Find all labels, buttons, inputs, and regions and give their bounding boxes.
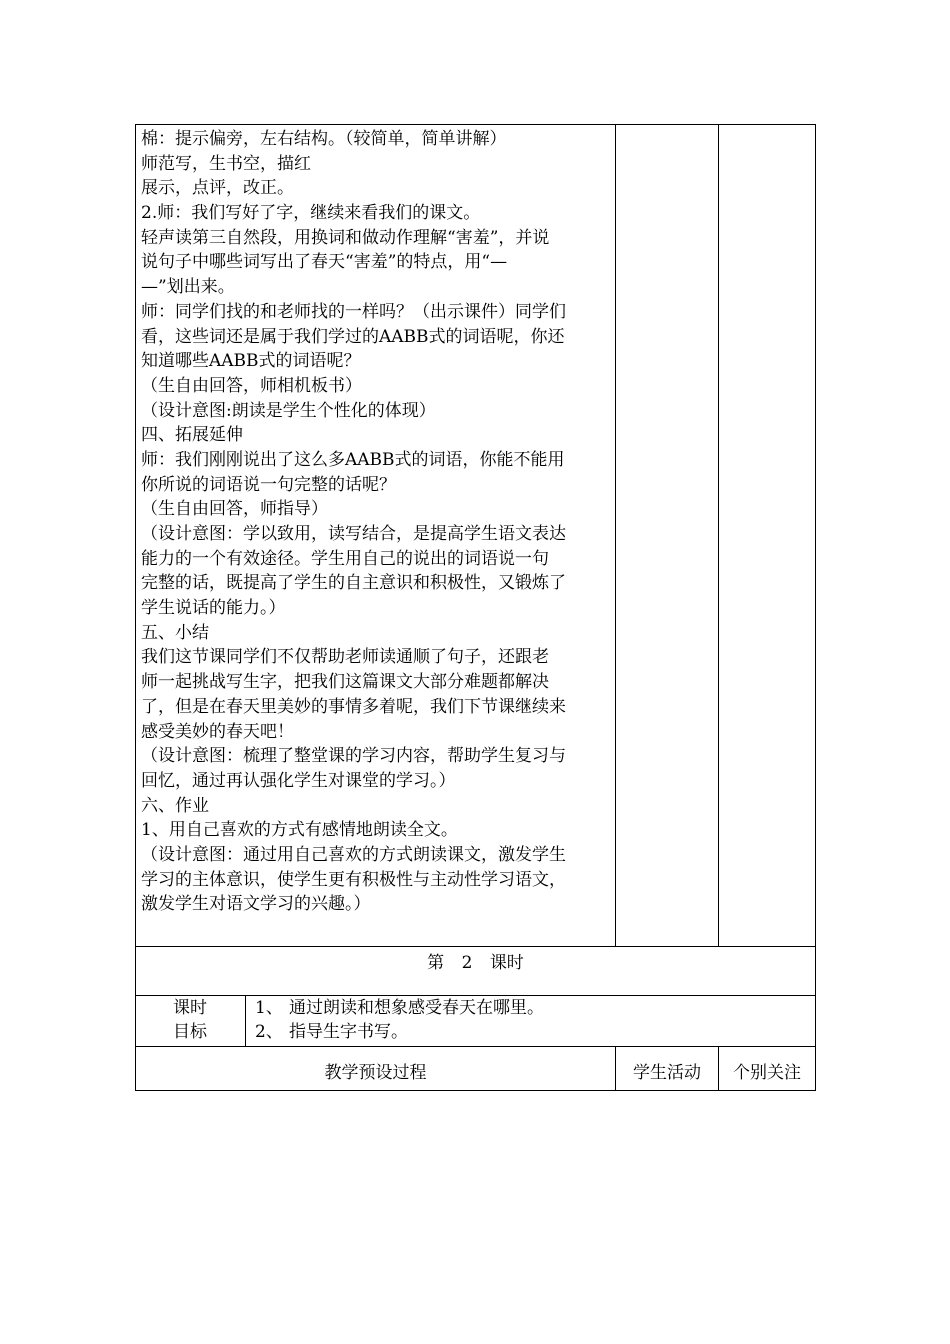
lesson-prefix: 第 bbox=[427, 953, 445, 973]
text-line: 棉：提示偏旁，左右结构。（较简单，简单讲解） bbox=[141, 129, 507, 149]
row-divider bbox=[135, 1046, 816, 1047]
goal-number: 1、 bbox=[255, 998, 283, 1018]
text-line: 师：同学们找的和老师找的一样吗？（出示课件）同学们 bbox=[141, 301, 566, 322]
goal-text: 指导生字书写。 bbox=[289, 1022, 408, 1042]
text-line: 学习的主体意识，使学生更有积极性与主动性学习语文， bbox=[141, 869, 566, 890]
text-line: 师一起挑战写生字，把我们这篇课文大部分难题都解决 bbox=[141, 672, 549, 693]
row-divider bbox=[135, 946, 816, 947]
text-line: 师：我们刚刚说出了这么多AABB式的词语，你能不能用 bbox=[141, 449, 565, 470]
text-line: （设计意图：通过用自己喜欢的方式朗读课文，激发学生 bbox=[141, 844, 566, 865]
text-line: （设计意图:朗读是学生个性化的体现） bbox=[141, 400, 436, 421]
text-line: （设计意图：学以致用，读写结合，是提高学生语文表达 bbox=[141, 524, 566, 544]
column-divider bbox=[718, 124, 719, 946]
goal-item bbox=[255, 996, 544, 1020]
text-line: 感受美妙的春天吧！ bbox=[141, 721, 294, 742]
text-line: 了，但是在春天里美妙的事情多着呢，我们下节课继续来 bbox=[141, 696, 566, 717]
lesson-number-title bbox=[135, 948, 816, 973]
goal-item bbox=[255, 1020, 544, 1044]
text-line: 我们这节课同学们不仅帮助老师读通顺了句子，还跟老 bbox=[141, 647, 549, 668]
text-line: 2.师：我们写好了字，继续来看我们的课文。 bbox=[141, 203, 481, 224]
header-individual-focus: 个别关注 bbox=[733, 1063, 801, 1083]
goal-number: 2、 bbox=[255, 1022, 283, 1042]
text-line: 知道哪些AABB式的词语呢？ bbox=[141, 351, 361, 372]
text-line: —”划出来。 bbox=[141, 277, 235, 298]
goals-label-line: 目标 bbox=[173, 1022, 207, 1042]
text-line: （设计意图：梳理了整堂课的学习内容，帮助学生复习与 bbox=[141, 746, 566, 767]
column-divider bbox=[615, 124, 616, 946]
section-heading: 四、拓展延伸 bbox=[141, 425, 243, 446]
text-line: （生自由回答，师指导） bbox=[141, 499, 328, 520]
text-line: 能力的一个有效途径。学生用自己的说出的词语说一句 bbox=[141, 548, 549, 569]
lesson-process-text bbox=[141, 127, 611, 917]
section-heading: 五、小结 bbox=[141, 622, 209, 643]
goal-text: 通过朗读和想象感受春天在哪里。 bbox=[289, 998, 544, 1018]
goals-label bbox=[136, 996, 244, 1044]
text-line: 回忆，通过再认强化学生对课堂的学习。） bbox=[141, 770, 456, 791]
goals-list bbox=[255, 996, 544, 1044]
text-line: 激发学生对语文学习的兴趣。） bbox=[141, 894, 371, 915]
text-line: 你所说的词语说一句完整的话呢？ bbox=[141, 474, 396, 495]
text-line: 看，这些词还是属于我们学过的AABB式的词语呢，你还 bbox=[141, 326, 565, 347]
lesson-number: 2 bbox=[461, 953, 473, 973]
text-line: 说句子中哪些词写出了春天“害羞”的特点，用“— bbox=[141, 252, 508, 273]
text-line: 师范写，生书空，描红 bbox=[141, 153, 311, 174]
text-line: 轻声读第三自然段，用换词和做动作理解“害羞”，并说 bbox=[141, 227, 550, 248]
lesson-suffix: 课时 bbox=[489, 953, 524, 973]
text-line: 完整的话，既提高了学生的自主意识和积极性，又锻炼了 bbox=[141, 573, 566, 594]
text-line: 1、用自己喜欢的方式有感情地朗读全文。 bbox=[141, 820, 458, 841]
text-line: （生自由回答，师相机板书） bbox=[141, 375, 362, 396]
text-line: 学生说话的能力。） bbox=[141, 598, 286, 619]
column-divider bbox=[245, 995, 246, 1046]
text-line: 展示，点评，改正。 bbox=[141, 178, 294, 199]
section-heading: 六、作业 bbox=[141, 795, 209, 816]
header-process: 教学预设过程 bbox=[324, 1063, 427, 1083]
header-student-activity: 学生活动 bbox=[633, 1063, 701, 1083]
goals-label-line: 课时 bbox=[173, 998, 207, 1018]
